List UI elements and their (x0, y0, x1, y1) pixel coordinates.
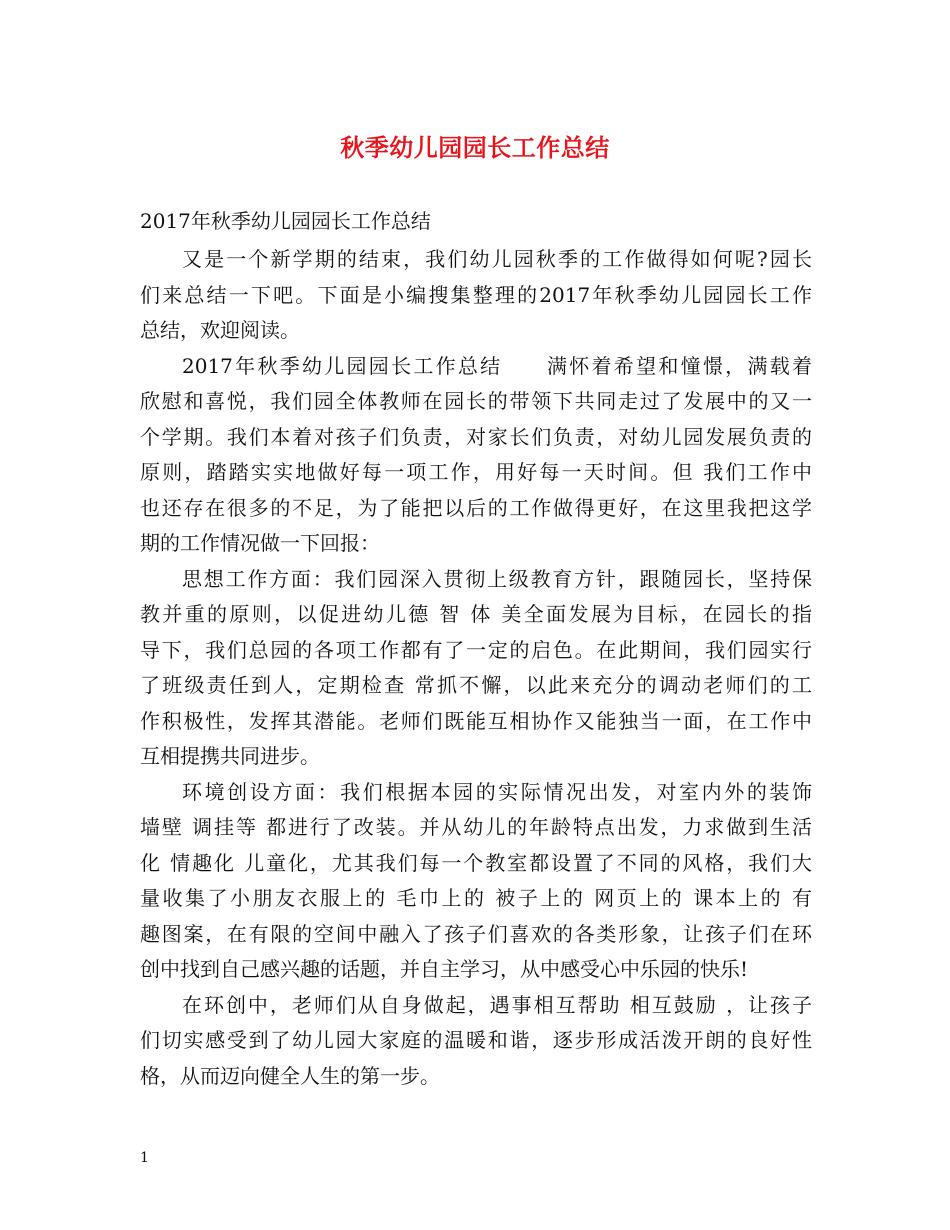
text-line: 导下，我们总园的各项工作都有了一定的启色。在此期间，我们园实行 (140, 637, 812, 662)
document-subtitle: 2017年秋季幼儿园园长工作总结 (140, 209, 431, 233)
paragraph-ideology (140, 562, 812, 775)
text-line: 量收集了小朋友衣服上的 毛巾上的 被子上的 网页上的 课本上的 有 (140, 886, 812, 910)
text-line: 教并重的原则，以促进幼儿德 智 体 美全面发展为目标，在园长的指 (140, 602, 812, 626)
paragraph-environment (140, 775, 812, 988)
paragraph-teachers (140, 988, 812, 1095)
text-line: 化 情趣化 儿童化，尤其我们每一个教室都设置了不同的风格，我们大 (140, 850, 812, 875)
paragraph-intro (140, 242, 812, 349)
text-line: 2017年秋季幼儿园园长工作总结 满怀着希望和憧憬，满载着 (182, 353, 812, 378)
text-line: 个学期。我们本着对孩子们负责，对家长们负责，对幼儿园发展负责的 (140, 424, 812, 449)
text-line: 们切实感受到了幼儿园大家庭的温暖和谐，逐步形成活泼开朗的良好性 (140, 1028, 812, 1052)
text-line: 墙壁 调挂等 都进行了改装。并从幼儿的年龄特点出发，力求做到生活 (140, 815, 812, 839)
text-line: 又是一个新学期的结束，我们幼儿园秋季的工作做得如何呢?园长 (182, 247, 812, 271)
text-line: 互相提携共同进步。 (140, 744, 320, 768)
document-title: 秋季幼儿园园长工作总结 (340, 133, 610, 162)
text-line: 作积极性，发挥其潜能。老师们既能互相协作又能独当一面，在工作中 (140, 708, 812, 733)
text-line: 思想工作方面：我们园深入贯彻上级教育方针，跟随园长，坚持保 (182, 566, 812, 591)
text-line: 欣慰和喜悦，我们园全体教师在园长的带领下共同走过了发展中的又一 (140, 389, 812, 413)
paragraph-summary (140, 349, 812, 562)
text-line: 创中找到自己感兴趣的话题，并自主学习，从中感受心中乐园的快乐! (140, 957, 749, 981)
text-line: 环境创设方面：我们根据本园的实际情况出发，对室内外的装饰 (182, 779, 812, 804)
text-line: 原则，踏踏实实地做好每一项工作，用好每一天时间。但 我们工作中 (140, 460, 812, 484)
text-line: 了班级责任到人，定期检查 常抓不懈，以此来充分的调动老师们的工 (140, 673, 812, 697)
text-line: 格，从而迈向健全人生的第一步。 (140, 1063, 440, 1088)
text-line: 趣图案，在有限的空间中融入了孩子们喜欢的各类形象，让孩子们在环 (140, 921, 812, 946)
text-line: 期的工作情况做一下回报： (140, 531, 380, 555)
page-number: 1 (140, 1150, 149, 1166)
text-line: 也还存在很多的不足，为了能把以后的工作做得更好，在这里我把这学 (140, 495, 812, 520)
text-line: 在环创中，老师们从自身做起，遇事相互帮助 相互鼓励 ，让孩子 (182, 992, 812, 1017)
text-line: 们来总结一下吧。下面是小编搜集整理的2017年秋季幼儿园园长工作 (140, 282, 812, 307)
text-line: 总结，欢迎阅读。 (140, 318, 300, 342)
